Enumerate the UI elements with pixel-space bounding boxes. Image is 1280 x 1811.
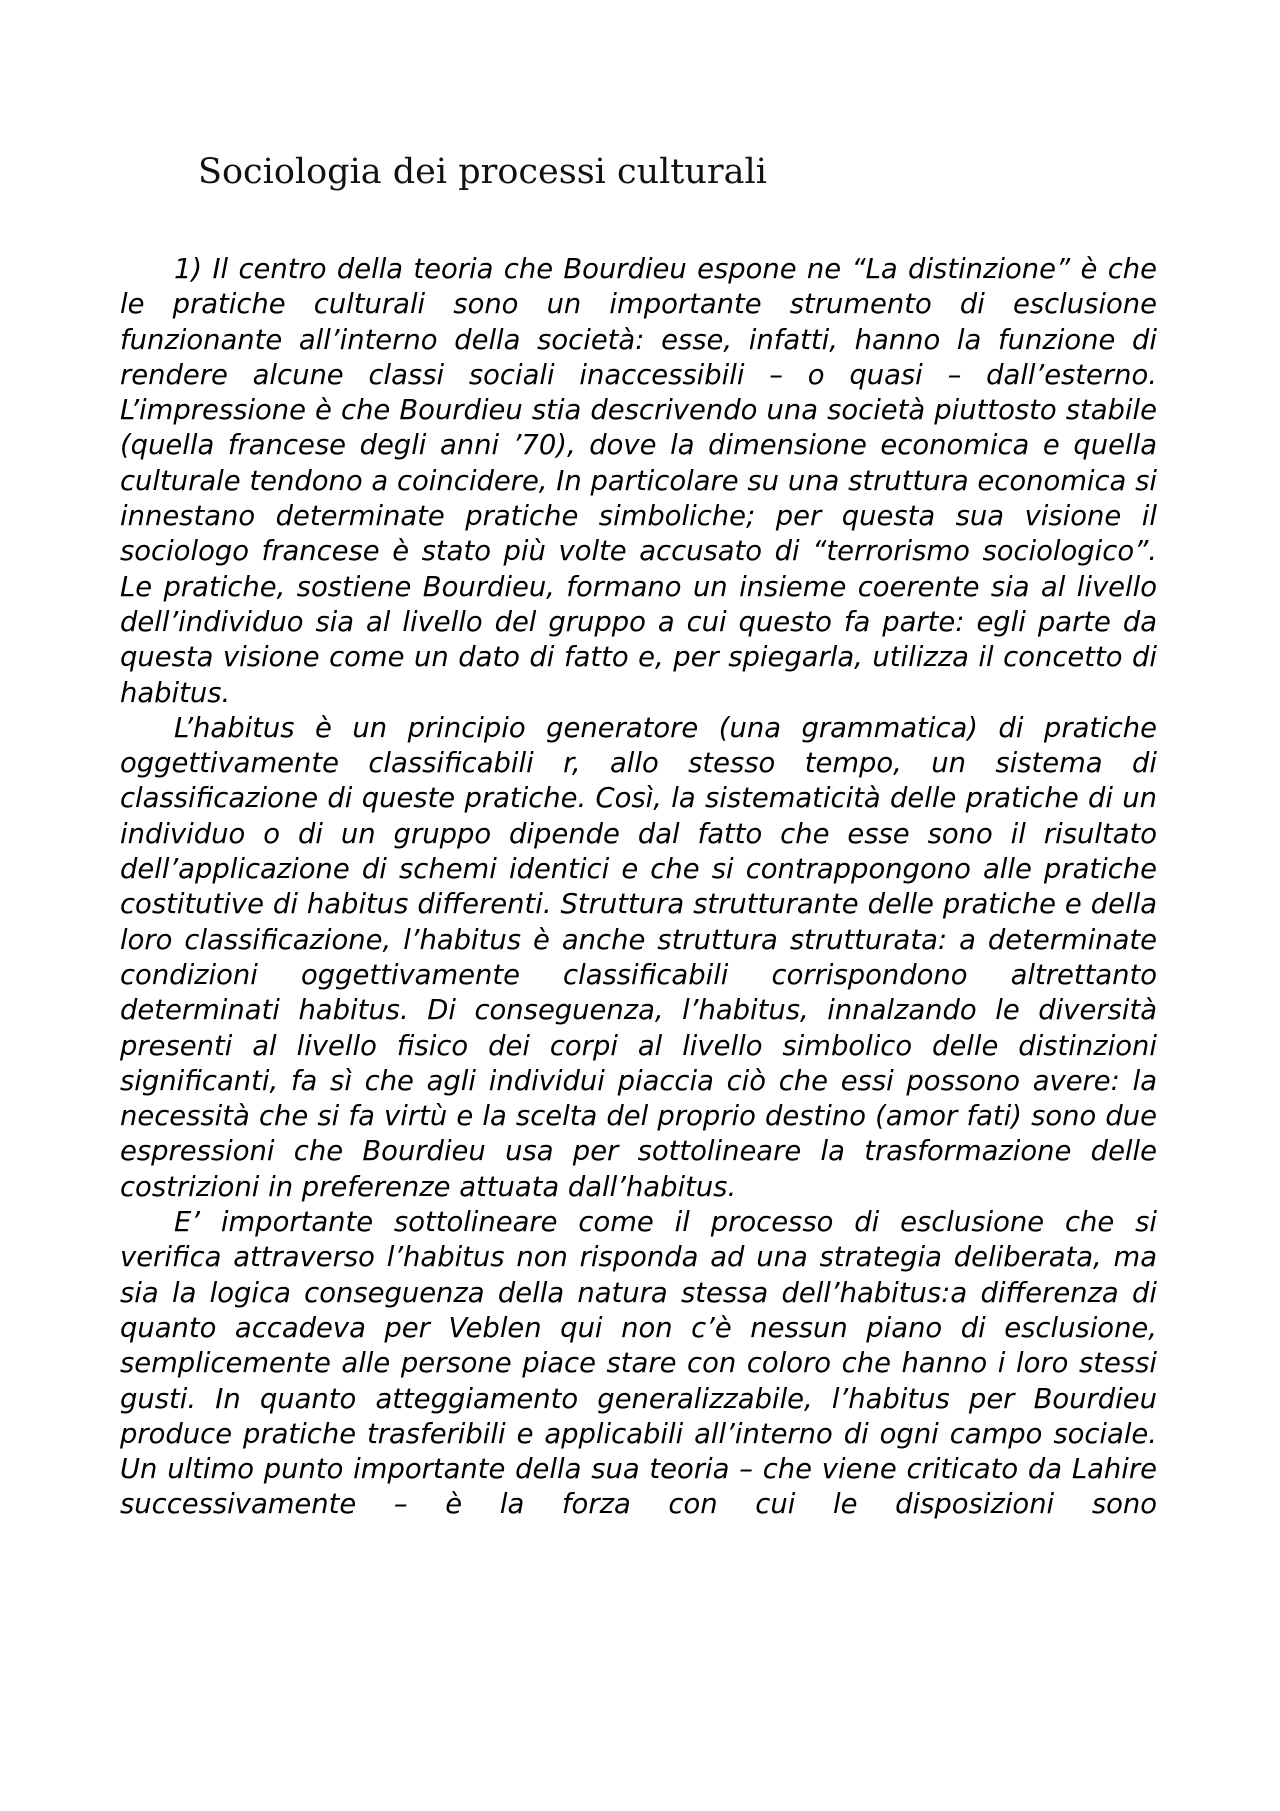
- paragraph-3: E’ importante sottolineare come il processo di esclusione che si verifica attraverso l’habitus non risponda ad una strategia deliberata, ma sia la logica conseguenza della natura stessa dell’habitus:a differenza di quanto accadeva per Veblen qui non c’è nessun piano di esclusione, semplicemente alle persone piace stare con coloro che hanno i loro stessi gusti. In quanto atteggiamento generalizzabile, l’habitus per Bourdieu produce pratiche trasferibili e applicabili all’interno di ogni campo sociale. Un ultimo punto importante della sua teoria – che viene criticato da Lahire successivamente – è la forza con cui le disposizioni sono: [120, 1207, 1157, 1521]
- document-body: [120, 252, 1157, 1523]
- document-title: Sociologia dei processi culturali: [198, 152, 767, 192]
- paragraph-1: 1) Il centro della teoria che Bourdieu espone ne “La distinzione” è che le pratiche culturali sono un importante strumento di esclusione funzionante all’interno della società: esse, infatti, hanno la funzione di rendere alcune classi sociali inaccessibili – o quasi – dall’esterno. L’impressione è che Bourdieu stia descrivendo una società piuttosto stabile (quella francese degli anni ’70), dove la dimensione economica e quella culturale tendono a coincidere, In particolare su una struttura economica si innestano determinate pratiche simboliche; per questa sua visione il sociologo francese è stato più volte accusato di “terrorismo sociologico”. Le pratiche, sostiene Bourdieu, formano un insieme coerente sia al livello dell’individuo sia al livello del gruppo a cui questo fa parte: egli parte da questa visione come un dato di fatto e, per spiegarla, utilizza il concetto di habitus.: [120, 254, 1157, 709]
- paragraph-2: L’habitus è un principio generatore (una grammatica) di pratiche oggettivamente classificabili r, allo stesso tempo, un sistema di classificazione di queste pratiche. Così, la sistematicità delle pratiche di un individuo o di un gruppo dipende dal fatto che esse sono il risultato dell’applicazione di schemi identici e che si contrappongono alle pratiche costitutive di habitus differenti. Struttura strutturante delle pratiche e della loro classificazione, l’habitus è anche struttura strutturata: a determinate condizioni oggettivamente classificabili corrispondono altrettanto determinati habitus. Di conseguenza, l’habitus, innalzando le diversità presenti al livello fisico dei corpi al livello simbolico delle distinzioni significanti, fa sì che agli individui piaccia ciò che essi possono avere: la necessità che si fa virtù e la scelta del proprio destino (amor fati) sono due espressioni che Bourdieu usa per sottolineare la trasformazione delle costrizioni in preferenze attuata dall’habitus.: [120, 712, 1157, 1203]
